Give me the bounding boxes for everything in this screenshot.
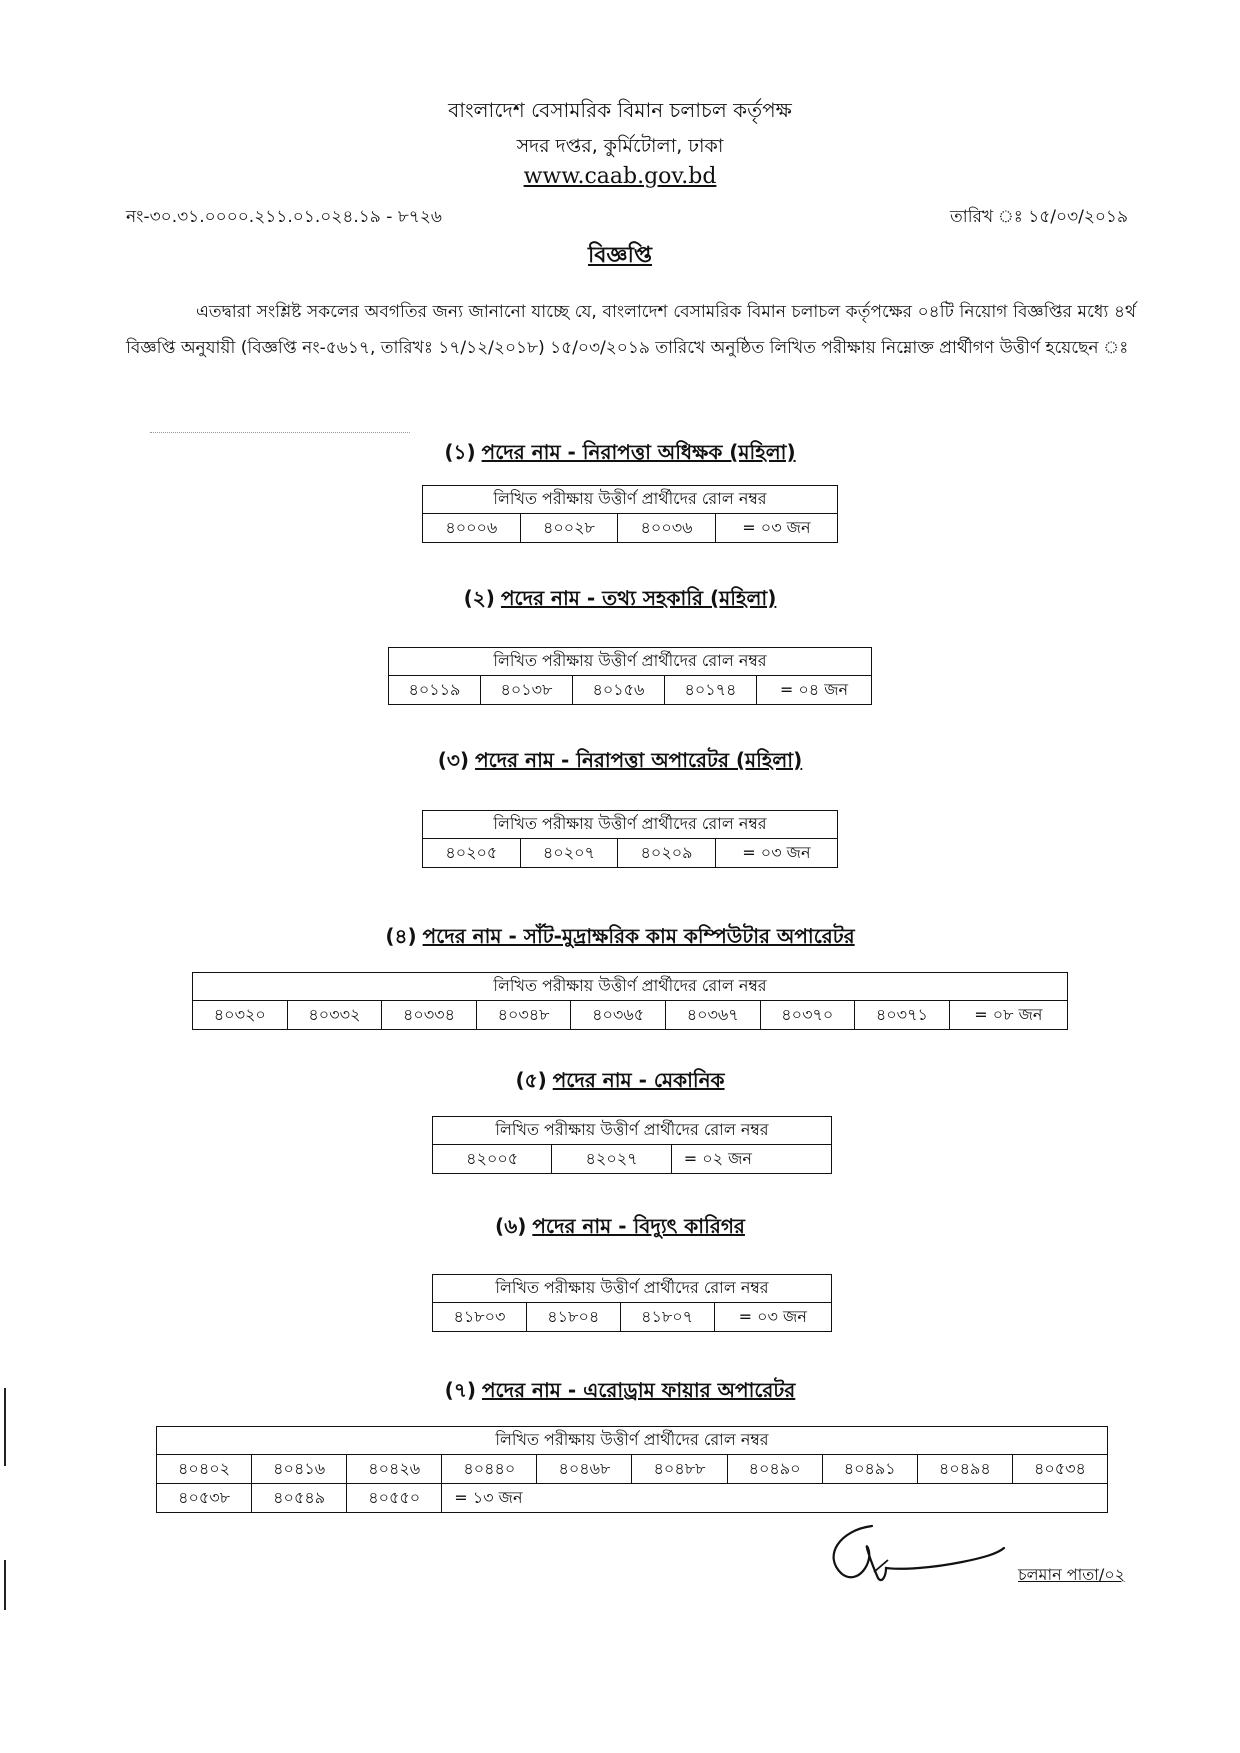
table-row xyxy=(423,514,838,543)
post-number: (৬) xyxy=(495,1214,527,1238)
post-name: পদের নাম - এরোড্রাম ফায়ার অপারেটর xyxy=(481,1378,796,1402)
table-header: লিখিত পরীক্ষায় উত্তীর্ণ প্রার্থীদের রোল নম্বর xyxy=(423,811,838,839)
roll-cell: ৪০০৩৬ xyxy=(618,514,716,543)
roll-table-7 xyxy=(156,1426,1108,1513)
post-name: পদের নাম - তথ্য সহকারি (মহিলা) xyxy=(500,586,777,610)
roll-cell: ৪০২০৫ xyxy=(423,839,521,868)
roll-cell: ৪০৫৫০ xyxy=(347,1484,442,1513)
roll-cell: ৪১৮০৪ xyxy=(526,1303,620,1332)
post-name: পদের নাম - বিদ্যুৎ কারিগর xyxy=(532,1214,745,1238)
roll-cell: ৪০৫৩৪ xyxy=(1012,1455,1107,1484)
post-title-3 xyxy=(0,746,1240,779)
post-title-5 xyxy=(0,1066,1240,1099)
table-header: লিখিত পরীক্ষায় উত্তীর্ণ প্রার্থীদের রোল নম্বর xyxy=(193,973,1068,1001)
dotted-divider xyxy=(150,432,410,433)
count-cell: = ০৩ জন xyxy=(714,1303,831,1332)
table-row xyxy=(433,1145,832,1174)
organization-name: বাংলাদেশ বেসামরিক বিমান চলাচল কর্তৃপক্ষ xyxy=(448,98,792,122)
post-title-4 xyxy=(0,922,1240,955)
roll-cell: ৪০৩৭০ xyxy=(760,1001,855,1030)
continued-page-note: চলমান পাতা/০২ xyxy=(1018,1565,1126,1584)
notice-title: বিজ্ঞপ্তি xyxy=(588,243,652,268)
count-cell: = ০৪ জন xyxy=(756,676,871,705)
post-title-6 xyxy=(0,1212,1240,1245)
memo-number: নং-৩০.৩১.০০০০.২১১.০১.০২৪.১৯ - ৮৭২৬ xyxy=(126,207,442,227)
table-row xyxy=(423,839,838,868)
roll-table-4 xyxy=(192,972,1068,1030)
table-row xyxy=(157,1484,1108,1513)
count-cell: = ০২ জন xyxy=(671,1145,831,1174)
roll-cell: ৪০৩৬৫ xyxy=(571,1001,666,1030)
roll-table-5 xyxy=(432,1116,832,1174)
post-title-2 xyxy=(0,584,1240,617)
roll-cell: ৪০০২৮ xyxy=(520,514,618,543)
table-header: লিখিত পরীক্ষায় উত্তীর্ণ প্রার্থীদের রোল নম্বর xyxy=(433,1275,832,1303)
table-row xyxy=(193,1001,1068,1030)
roll-cell: ৪২০২৭ xyxy=(552,1145,671,1174)
organization-address: সদর দপ্তর, কুর্মিটোলা, ঢাকা xyxy=(516,135,724,157)
count-cell: = ১৩ জন xyxy=(442,1484,1108,1513)
roll-table-3 xyxy=(422,810,838,868)
roll-table-2 xyxy=(388,647,872,705)
roll-cell: ৪২০০৫ xyxy=(433,1145,552,1174)
notice-body: এতদ্বারা সংশ্লিষ্ট সকলের অবগতির জন্য জানানো যাচ্ছে যে, বাংলাদেশ বেসামরিক বিমান চলাচল কর্তৃপক্ষের ০৪টি নিয়োগ বিজ্ঞপ্তির মধ্যে ৪র্থ বিজ্ঞপ্তি অনুযায়ী (বিজ্ঞপ্তি নং-৫৬১৭, তারিখঃ ১৭/১২/২০১৮) ১৫/০৩/২০১৯ তারিখে অনুষ্ঠিত লিখিত পরীক্ষায় নিম্নোক্ত প্রার্থীগণ উত্তীর্ণ হয়েছেন ঃ xyxy=(126,302,1136,358)
post-number: (১) xyxy=(444,440,476,464)
table-header: লিখিত পরীক্ষায় উত্তীর্ণ প্রার্থীদের রোল নম্বর xyxy=(389,648,872,676)
roll-cell: ৪০৪৯১ xyxy=(822,1455,917,1484)
table-header: লিখিত পরীক্ষায় উত্তীর্ণ প্রার্থীদের রোল নম্বর xyxy=(157,1427,1108,1455)
roll-cell: ৪০১১৯ xyxy=(389,676,481,705)
roll-cell: ৪০৩৭১ xyxy=(855,1001,950,1030)
count-cell: = ০৩ জন xyxy=(715,514,837,543)
post-name: পদের নাম - নিরাপত্তা অধিক্ষক (মহিলা) xyxy=(481,440,796,464)
roll-cell: ৪০৩৬৭ xyxy=(665,1001,760,1030)
roll-table-6 xyxy=(432,1274,832,1332)
post-title-7 xyxy=(0,1376,1240,1409)
roll-cell: ৪০২০৭ xyxy=(520,839,618,868)
scan-edge-mark xyxy=(4,1388,6,1466)
roll-cell: ৪০৩৪৮ xyxy=(476,1001,571,1030)
roll-cell: ৪০৪২৬ xyxy=(347,1455,442,1484)
roll-cell: ৪০৩২০ xyxy=(193,1001,288,1030)
roll-cell: ৪১৮০৩ xyxy=(433,1303,527,1332)
roll-cell: ৪০৪৯৪ xyxy=(917,1455,1012,1484)
roll-cell: ৪০৩৩৪ xyxy=(382,1001,477,1030)
roll-cell: ৪১৮০৭ xyxy=(620,1303,714,1332)
roll-cell: ৪০২০৯ xyxy=(618,839,716,868)
roll-cell: ৪০৩৩২ xyxy=(287,1001,382,1030)
roll-cell: ৪০১৭৪ xyxy=(664,676,756,705)
table-row xyxy=(157,1455,1108,1484)
post-name: পদের নাম - নিরাপত্তা অপারেটর (মহিলা) xyxy=(475,748,803,772)
roll-cell: ৪০৫৩৮ xyxy=(157,1484,252,1513)
table-row xyxy=(433,1303,832,1332)
table-row xyxy=(389,676,872,705)
post-title-1 xyxy=(0,438,1240,471)
count-cell: = ০৩ জন xyxy=(715,839,837,868)
post-number: (৫) xyxy=(515,1068,547,1092)
post-number: (৪) xyxy=(385,924,417,948)
roll-cell: ৪০৫৪৯ xyxy=(252,1484,347,1513)
post-number: (৩) xyxy=(437,748,470,772)
roll-cell: ৪০৪৪০ xyxy=(442,1455,537,1484)
roll-cell: ৪০১৫৬ xyxy=(572,676,664,705)
roll-table-1 xyxy=(422,485,838,543)
roll-cell: ৪০১৩৮ xyxy=(480,676,572,705)
roll-cell: ৪০৪৮৮ xyxy=(632,1455,727,1484)
roll-cell: ৪০৪৯০ xyxy=(727,1455,822,1484)
roll-cell: ৪০৪০২ xyxy=(157,1455,252,1484)
website-link[interactable]: www.caab.gov.bd xyxy=(523,164,717,189)
table-header: লিখিত পরীক্ষায় উত্তীর্ণ প্রার্থীদের রোল নম্বর xyxy=(433,1117,832,1145)
roll-cell: ৪০৪৬৮ xyxy=(537,1455,632,1484)
post-name: পদের নাম - সাঁট-মুদ্রাক্ষরিক কাম কম্পিউটার অপারেটর xyxy=(422,924,855,948)
count-cell: = ০৮ জন xyxy=(949,1001,1067,1030)
roll-cell: ৪০৪১৬ xyxy=(252,1455,347,1484)
post-number: (৭) xyxy=(444,1378,476,1402)
scan-edge-mark xyxy=(4,1560,6,1610)
post-name: পদের নাম - মেকানিক xyxy=(552,1068,725,1092)
roll-cell: ৪০০০৬ xyxy=(423,514,521,543)
notice-date: তারিখ ঃ ১৫/০৩/২০১৯ xyxy=(950,207,1128,227)
signature xyxy=(812,1512,1012,1592)
post-number: (২) xyxy=(463,586,495,610)
table-header: লিখিত পরীক্ষায় উত্তীর্ণ প্রার্থীদের রোল নম্বর xyxy=(423,486,838,514)
